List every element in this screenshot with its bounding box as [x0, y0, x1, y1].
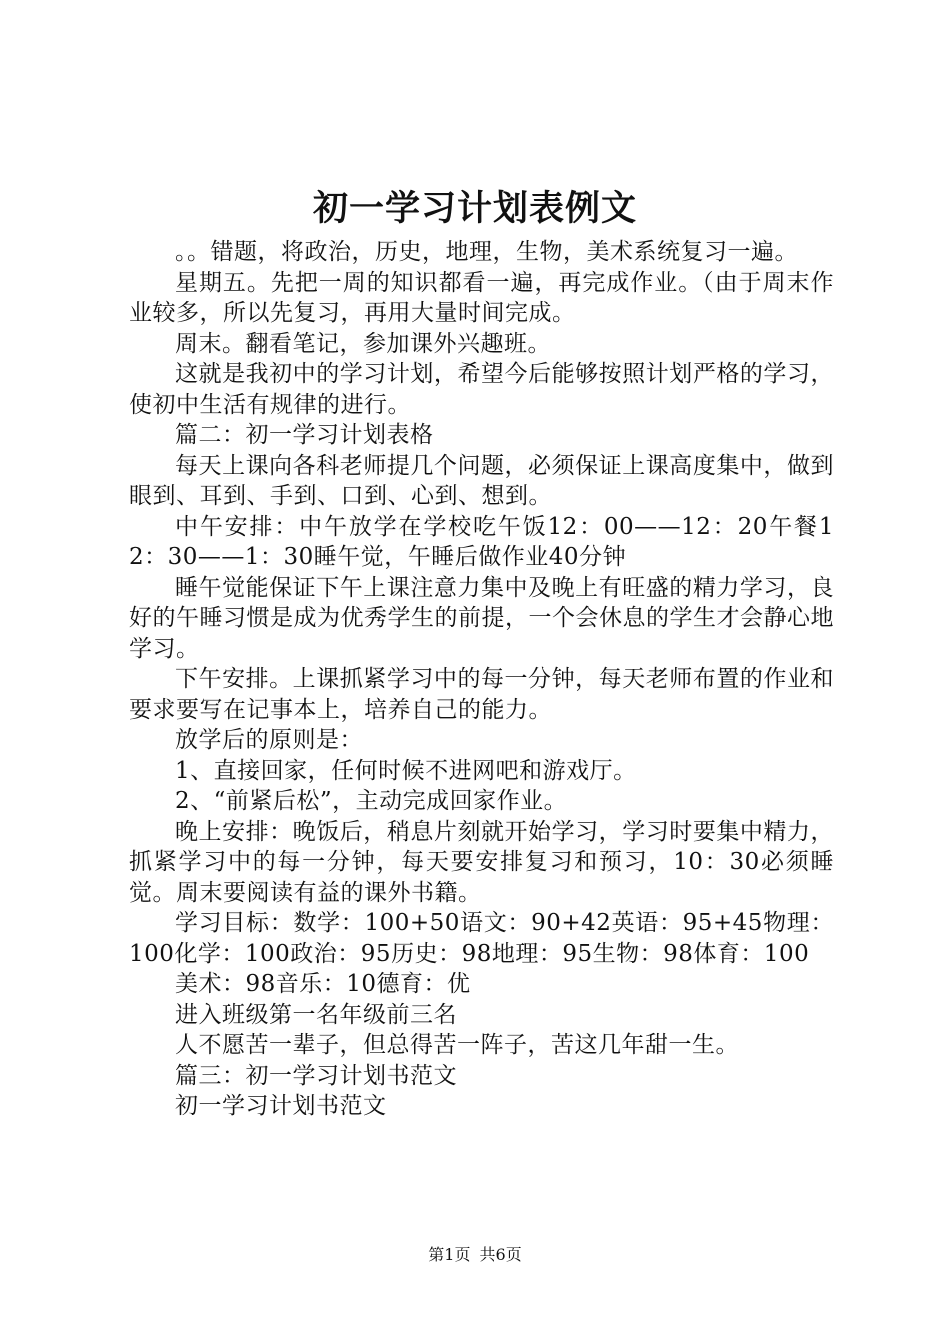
- paragraph: 初一学习计划书范文: [175, 1093, 387, 1119]
- page-total: 共6页: [479, 1245, 522, 1264]
- page-number: 第1页: [428, 1245, 471, 1264]
- paragraph: 中午安排：中午放学在学校吃午饭12：00——12：20午餐12：30——1：30睡午觉，午睡后做作业40分钟: [129, 513, 834, 570]
- document-title: 初一学习计划表例文: [312, 188, 637, 229]
- paragraph: 周末。翻看笔记，参加课外兴趣班。: [175, 330, 551, 357]
- list-item: 1、直接回家，任何时候不进网吧和游戏厅。: [175, 757, 637, 784]
- list-item: 2、“前紧后松”，主动完成回家作业。: [175, 788, 568, 814]
- paragraph: 下午安排。上课抓紧学习中的每一分钟，每天老师布置的作业和要求要写在记事本上，培养自己的能力。: [129, 666, 834, 723]
- paragraph: 人不愿苦一辈子，但总得苦一阵子，苦这几年甜一生。: [175, 1032, 739, 1058]
- section-heading: 篇二：初一学习计划表格: [175, 422, 434, 448]
- paragraph: 美术：98音乐：10德育：优: [175, 971, 471, 997]
- paragraph: 星期五。先把一周的知识都看一遍，再完成作业。（由于周末作业较多，所以先复习，再用大量时间完成。: [129, 269, 834, 326]
- paragraph: 放学后的原则是：: [175, 727, 363, 753]
- document-body: [129, 237, 834, 1122]
- page-footer: [0, 1244, 950, 1266]
- paragraph: 每天上课向各科老师提几个问题，必须保证上课高度集中，做到眼到、耳到、手到、口到、心到、想到。: [129, 452, 834, 509]
- paragraph: 睡午觉能保证下午上课注意力集中及晚上有旺盛的精力学习，良好的午睡习惯是成为优秀学生的前提，一个会休息的学生才会静心地学习。: [129, 574, 834, 662]
- paragraph: 进入班级第一名年级前三名: [175, 1001, 457, 1028]
- paragraph: 学习目标：数学：100+50语文：90+42英语：95+45物理：100化学：100政治：95历史：98地理：95生物：98体育：100: [129, 910, 834, 967]
- paragraph: 晚上安排：晚饭后，稍息片刻就开始学习，学习时要集中精力，抓紧学习中的每一分钟，每天要安排复习和预习，10：30必须睡觉。周末要阅读有益的课外书籍。: [129, 818, 834, 906]
- paragraph: 。。错题，将政治，历史，地理，生物，美术系统复习一遍。: [175, 239, 798, 265]
- paragraph: 这就是我初中的学习计划，希望今后能够按照计划严格的学习，使初中生活有规律的进行。: [129, 361, 834, 418]
- section-heading: 篇三：初一学习计划书范文: [175, 1062, 457, 1089]
